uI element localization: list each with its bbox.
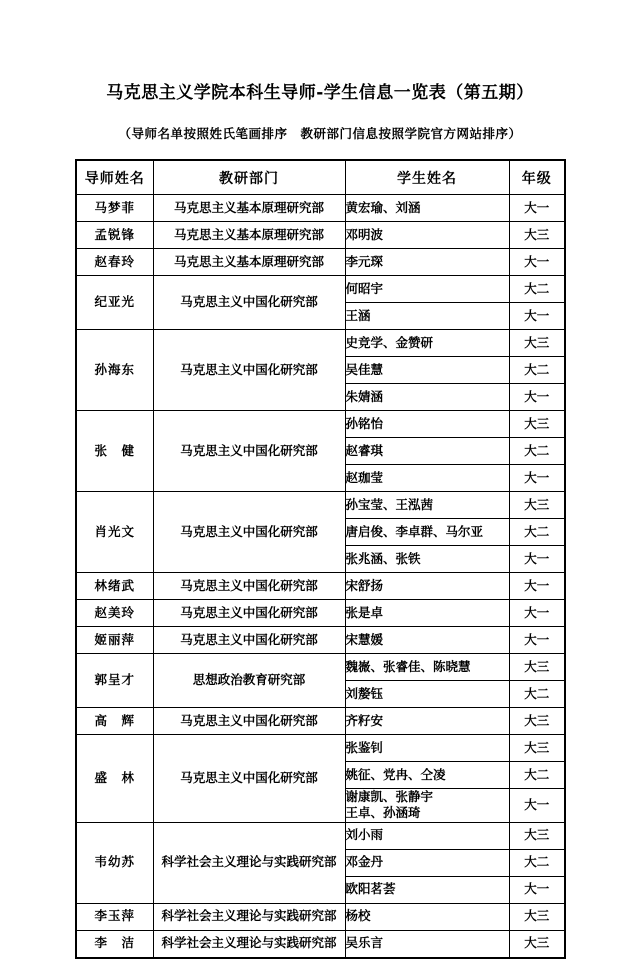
mentor-student-table bbox=[75, 159, 566, 959]
students-cell: 谢康凯、张静宇 王卓、孙涵琦 bbox=[345, 789, 509, 823]
students-cell: 赵睿琪 bbox=[345, 438, 509, 465]
grade-cell: 大三 bbox=[509, 222, 565, 249]
students-cell: 朱婧涵 bbox=[345, 384, 509, 411]
students-cell: 何昭宇 bbox=[345, 276, 509, 303]
mentor-cell: 张 健 bbox=[76, 411, 153, 492]
table-row bbox=[76, 195, 565, 222]
grade-cell: 大一 bbox=[509, 876, 565, 903]
table-row bbox=[76, 600, 565, 627]
grade-cell: 大三 bbox=[509, 411, 565, 438]
grade-cell: 大一 bbox=[509, 303, 565, 330]
dept-cell: 马克思主义基本原理研究部 bbox=[153, 195, 345, 222]
students-cell: 邓明波 bbox=[345, 222, 509, 249]
table-row bbox=[76, 276, 565, 303]
mentor-cell: 郭呈才 bbox=[76, 654, 153, 708]
dept-cell: 马克思主义中国化研究部 bbox=[153, 573, 345, 600]
grade-cell: 大一 bbox=[509, 627, 565, 654]
table-row bbox=[76, 708, 565, 735]
table-row bbox=[76, 573, 565, 600]
grade-cell: 大二 bbox=[509, 681, 565, 708]
grade-cell: 大二 bbox=[509, 438, 565, 465]
dept-cell: 马克思主义中国化研究部 bbox=[153, 276, 345, 330]
grade-cell: 大二 bbox=[509, 276, 565, 303]
students-cell: 刘嫠钰 bbox=[345, 681, 509, 708]
dept-cell: 马克思主义基本原理研究部 bbox=[153, 222, 345, 249]
students-cell: 赵珈莹 bbox=[345, 465, 509, 492]
students-cell: 吴佳慧 bbox=[345, 357, 509, 384]
dept-cell: 思想政治教育研究部 bbox=[153, 654, 345, 708]
students-cell: 王涵 bbox=[345, 303, 509, 330]
mentor-cell: 赵美玲 bbox=[76, 600, 153, 627]
grade-cell: 大二 bbox=[509, 849, 565, 876]
grade-cell: 大三 bbox=[509, 492, 565, 519]
grade-cell: 大三 bbox=[509, 708, 565, 735]
mentor-cell: 高 辉 bbox=[76, 708, 153, 735]
table-row bbox=[76, 930, 565, 958]
grade-cell: 大一 bbox=[509, 546, 565, 573]
mentor-cell: 盛 林 bbox=[76, 735, 153, 823]
column-header-mentor: 导师姓名 bbox=[76, 160, 153, 195]
table-row bbox=[76, 654, 565, 681]
students-cell: 宋舒扬 bbox=[345, 573, 509, 600]
dept-cell: 马克思主义中国化研究部 bbox=[153, 492, 345, 573]
students-cell: 齐籽安 bbox=[345, 708, 509, 735]
page-subtitle: （导师名单按照姓氏笔画排序 教研部门信息按照学院官方网站排序） bbox=[118, 126, 522, 141]
mentor-cell: 马梦菲 bbox=[76, 195, 153, 222]
mentor-cell: 韦幼苏 bbox=[76, 822, 153, 903]
table-row bbox=[76, 903, 565, 930]
students-cell: 宋慧媛 bbox=[345, 627, 509, 654]
dept-cell: 马克思主义中国化研究部 bbox=[153, 708, 345, 735]
grade-cell: 大三 bbox=[509, 822, 565, 849]
mentor-cell: 孟锐锋 bbox=[76, 222, 153, 249]
students-cell: 魏嶶、张睿佳、陈晓慧 bbox=[345, 654, 509, 681]
students-cell: 李元琛 bbox=[345, 249, 509, 276]
mentor-cell: 纪亚光 bbox=[76, 276, 153, 330]
students-cell: 唐启俊、李卓群、马尔亚 bbox=[345, 519, 509, 546]
grade-cell: 大一 bbox=[509, 600, 565, 627]
dept-cell: 马克思主义中国化研究部 bbox=[153, 411, 345, 492]
mentor-cell: 林绪武 bbox=[76, 573, 153, 600]
column-header-dept: 教研部门 bbox=[153, 160, 345, 195]
grade-cell: 大二 bbox=[509, 762, 565, 789]
table-row bbox=[76, 822, 565, 849]
students-cell: 刘小雨 bbox=[345, 822, 509, 849]
dept-cell: 马克思主义中国化研究部 bbox=[153, 735, 345, 823]
column-header-grade: 年级 bbox=[509, 160, 565, 195]
dept-cell: 马克思主义中国化研究部 bbox=[153, 330, 345, 411]
grade-cell: 大一 bbox=[509, 573, 565, 600]
students-cell: 黄宏瑜、刘涵 bbox=[345, 195, 509, 222]
students-cell: 孙铭怡 bbox=[345, 411, 509, 438]
grade-cell: 大一 bbox=[509, 384, 565, 411]
grade-cell: 大二 bbox=[509, 357, 565, 384]
dept-cell: 马克思主义中国化研究部 bbox=[153, 627, 345, 654]
grade-cell: 大一 bbox=[509, 465, 565, 492]
mentor-cell: 李 洁 bbox=[76, 930, 153, 958]
students-cell: 姚征、党冉、仝凌 bbox=[345, 762, 509, 789]
students-cell: 杨校 bbox=[345, 903, 509, 930]
students-cell: 张兆涵、张铁 bbox=[345, 546, 509, 573]
mentor-cell: 肖光文 bbox=[76, 492, 153, 573]
grade-cell: 大三 bbox=[509, 330, 565, 357]
mentor-cell: 孙海东 bbox=[76, 330, 153, 411]
grade-cell: 大三 bbox=[509, 930, 565, 958]
dept-cell: 科学社会主义理论与实践研究部 bbox=[153, 930, 345, 958]
table-row bbox=[76, 735, 565, 762]
students-cell: 吴乐言 bbox=[345, 930, 509, 958]
table-row bbox=[76, 411, 565, 438]
students-cell: 邓金丹 bbox=[345, 849, 509, 876]
grade-cell: 大一 bbox=[509, 789, 565, 823]
page-title: 马克思主义学院本科生导师-学生信息一览表（第五期） bbox=[106, 83, 534, 103]
dept-cell: 马克思主义基本原理研究部 bbox=[153, 249, 345, 276]
column-header-students: 学生姓名 bbox=[345, 160, 509, 195]
students-cell: 张是卓 bbox=[345, 600, 509, 627]
students-cell: 欧阳茗荟 bbox=[345, 876, 509, 903]
grade-cell: 大三 bbox=[509, 654, 565, 681]
header-row bbox=[76, 160, 565, 195]
dept-cell: 科学社会主义理论与实践研究部 bbox=[153, 903, 345, 930]
table-row bbox=[76, 627, 565, 654]
table-row bbox=[76, 492, 565, 519]
grade-cell: 大二 bbox=[509, 519, 565, 546]
dept-cell: 科学社会主义理论与实践研究部 bbox=[153, 822, 345, 903]
grade-cell: 大三 bbox=[509, 735, 565, 762]
table-row bbox=[76, 330, 565, 357]
mentor-cell: 李玉萍 bbox=[76, 903, 153, 930]
dept-cell: 马克思主义中国化研究部 bbox=[153, 600, 345, 627]
mentor-cell: 姬丽萍 bbox=[76, 627, 153, 654]
grade-cell: 大三 bbox=[509, 903, 565, 930]
students-cell: 孙宝莹、王泓茜 bbox=[345, 492, 509, 519]
grade-cell: 大一 bbox=[509, 195, 565, 222]
mentor-cell: 赵春玲 bbox=[76, 249, 153, 276]
students-cell: 史竞学、金赞研 bbox=[345, 330, 509, 357]
table-row bbox=[76, 249, 565, 276]
grade-cell: 大一 bbox=[509, 249, 565, 276]
students-cell: 张鉴钊 bbox=[345, 735, 509, 762]
table-row bbox=[76, 222, 565, 249]
